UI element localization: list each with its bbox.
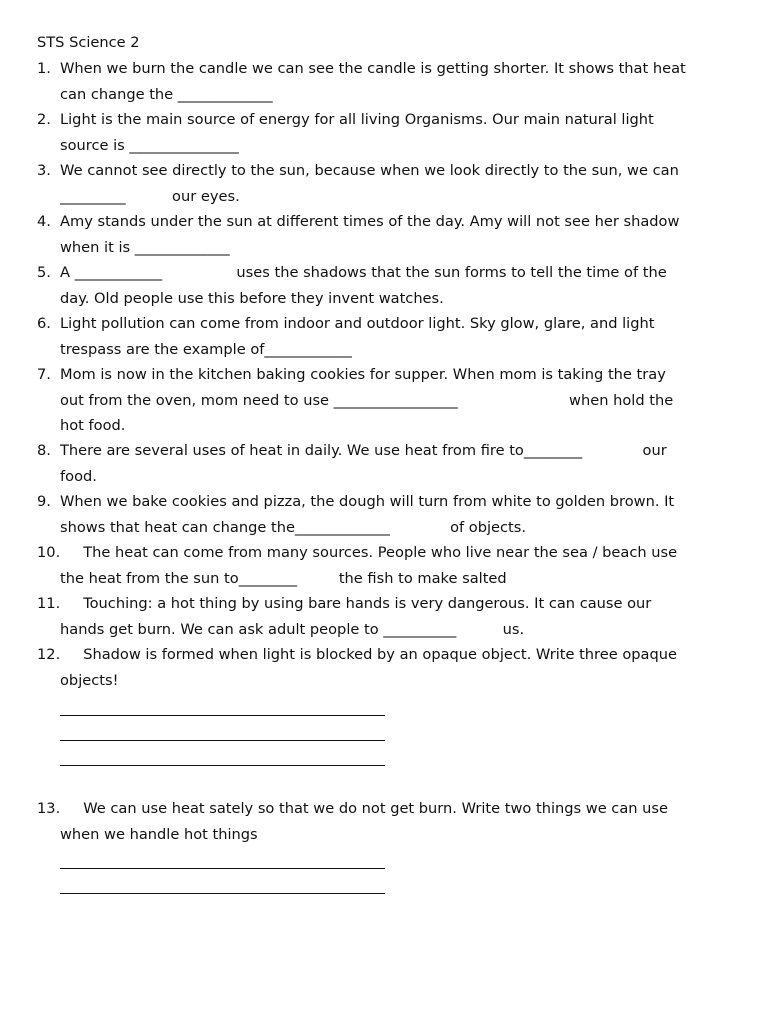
question-text: day. Old people use this before they invent watches. [60,289,444,307]
question-text: when we handle hot things [60,825,258,843]
question-7 [37,362,737,439]
question-text: food. [60,467,97,485]
question-number: 4. [37,213,51,230]
question-number: 5. [37,264,51,281]
question-text: trespass are the example of____________ [60,340,352,358]
question-text: Touching: a hot thing by using bare hands is very dangerous. It can cause our [60,595,652,612]
answer-line[interactable] [60,765,385,766]
question-6 [37,311,737,362]
question-text: source is _______________ [60,136,239,154]
answer-line[interactable] [60,740,385,741]
answer-line[interactable] [60,868,385,869]
question-text: When we burn the candle we can see the candle is getting shorter. It shows that heat [60,60,686,77]
question-number: 3. [37,162,51,179]
question-11 [37,591,737,642]
question-4 [37,209,737,260]
answer-line[interactable] [60,715,385,716]
answer-line[interactable] [60,893,385,894]
question-text: Shadow is formed when light is blocked by an opaque object. Write three opaque [60,646,677,663]
question-number: 10. [37,544,61,561]
question-text: Mom is now in the kitchen baking cookies for supper. When mom is taking the tray [60,366,666,383]
question-5 [37,260,737,311]
question-text: When we bake cookies and pizza, the dough will turn from white to golden brown. It [60,493,675,510]
question-12 [37,642,737,693]
question-number: 11. [37,595,61,612]
question-number: 2. [37,111,51,128]
question-text: _________ our eyes. [60,187,240,205]
question-10 [37,540,737,591]
question-number: 7. [37,366,51,383]
question-number: 9. [37,493,51,510]
question-text: shows that heat can change the_____________ of objects. [60,518,527,536]
question-number: 12. [37,646,61,663]
question-text: Amy stands under the sun at different times of the day. Amy will not see her shadow [60,213,680,230]
question-1 [37,56,737,107]
question-number: 13. [37,800,61,817]
question-text: can change the _____________ [60,85,273,103]
question-number: 1. [37,60,51,77]
question-13 [37,796,737,847]
question-text: A ____________ uses the shadows that the sun forms to tell the time of the [60,264,667,281]
question-text: when it is _____________ [60,238,230,256]
question-text: There are several uses of heat in daily. We use heat from fire to________ our [60,442,667,459]
question-3 [37,158,737,209]
question-number: 8. [37,442,51,459]
question-9 [37,489,737,540]
question-text: We can use heat sately so that we do not get burn. Write two things we can use [60,800,668,817]
question-text: hands get burn. We can ask adult people to __________ us. [60,620,525,638]
question-2 [37,107,737,158]
question-text: hot food. [60,417,126,435]
question-number: 6. [37,315,51,332]
question-8 [37,438,737,489]
question-text: the heat from the sun to________ the fish to make salted [60,569,507,587]
question-text: objects! [60,671,119,689]
question-text: The heat can come from many sources. People who live near the sea / beach use [60,544,678,561]
question-text: Light pollution can come from indoor and outdoor light. Sky glow, glare, and light [60,315,655,332]
question-text: Light is the main source of energy for all living Organisms. Our main natural light [60,111,654,128]
question-text: out from the oven, mom need to use _________________ when hold the [60,391,674,409]
worksheet-title: STS Science 2 [37,34,140,51]
question-text: We cannot see directly to the sun, because when we look directly to the sun, we can [60,162,679,179]
